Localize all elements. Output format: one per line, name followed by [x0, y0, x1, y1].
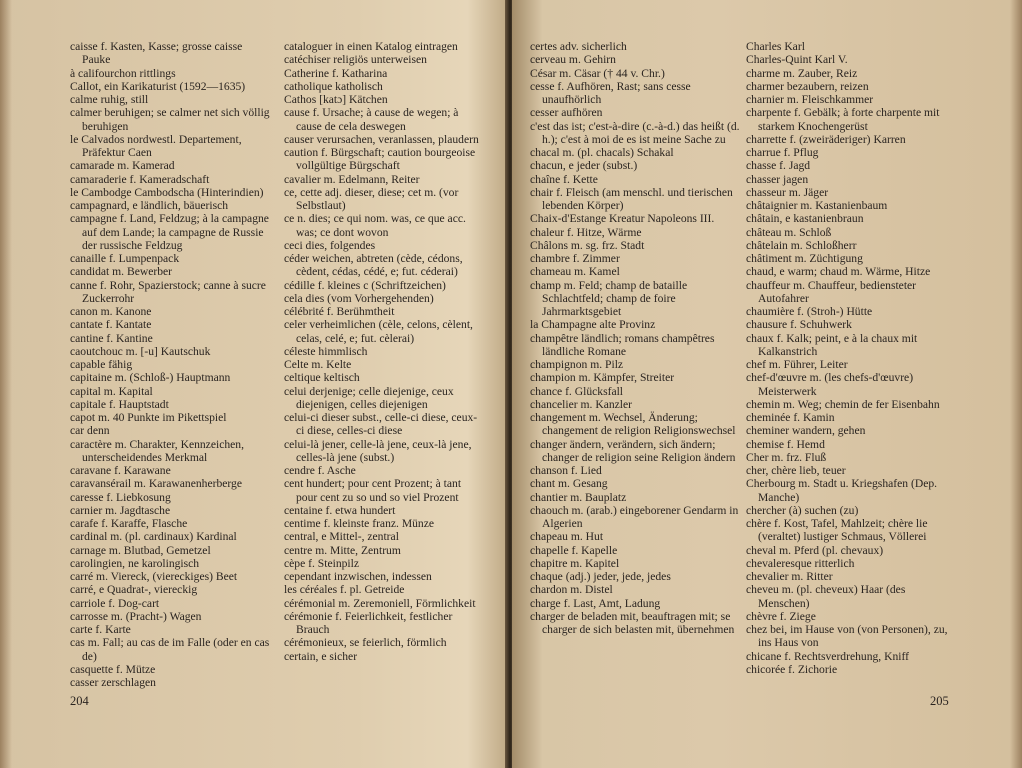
dictionary-entry: céder weichen, abtreten (cède, cédons, cèdent, cédas, cédé, e; fut. céderai)	[284, 252, 463, 279]
dictionary-entry: caisse f. Kasten, Kasse; grosse caisse Pauke	[70, 40, 243, 67]
dictionary-entry: charrette f. (zweiräderiger) Karren	[746, 132, 906, 146]
dictionary-entry: cheval m. Pferd (pl. chevaux)	[746, 543, 884, 557]
dictionary-entry: chapelle f. Kapelle	[530, 543, 618, 557]
dictionary-entry: cas m. Fall; au cas de im Falle (oder en cas de)	[70, 636, 270, 663]
right-page-column-2	[746, 40, 956, 676]
dictionary-entry: central, e Mittel-, zentral	[284, 530, 399, 544]
dictionary-entry: certes adv. sicherlich	[530, 40, 627, 53]
dictionary-entry: car denn	[70, 424, 110, 438]
dictionary-entry: chemin m. Weg; chemin de fer Eisenbahn	[746, 397, 940, 411]
dictionary-entry: carnage m. Blutbad, Gemetzel	[70, 543, 211, 557]
dictionary-entry: carré, e Quadrat-, viereckig	[70, 583, 198, 597]
dictionary-entry: carrosse m. (Pracht-) Wagen	[70, 609, 202, 623]
dictionary-entry: chicorée f. Zichorie	[746, 662, 838, 676]
dictionary-entry: chercher (à) suchen (zu)	[746, 503, 859, 517]
dictionary-entry: cent hundert; pour cent Prozent; à tant pour cent zu so und so viel Prozent	[284, 477, 462, 504]
left-page-column-1	[70, 40, 270, 689]
dictionary-entry: à califourchon rittlings	[70, 66, 176, 80]
dictionary-entry: cèpe f. Steinpilz	[284, 556, 360, 570]
dictionary-entry: chicane f. Rechtsverdrehung, Kniff	[746, 649, 910, 663]
dictionary-entry: chacal m. (pl. chacals) Schakal	[530, 146, 674, 159]
page-edge-shadow	[0, 0, 12, 768]
dictionary-entry: camarade m. Kamerad	[70, 159, 175, 173]
dictionary-entry: c'est das ist; c'est-à-dire (c.-à-d.) das heißt (d. h.); c'est à moi de es ist meine Sache zu	[530, 119, 740, 146]
dictionary-entry: caresse f. Liebkosung	[70, 490, 171, 504]
dictionary-entry: ce, cette adj. dieser, diese; cet m. (vor Selbstlaut)	[284, 185, 459, 212]
left-page-column-2	[284, 40, 480, 663]
dictionary-entry: ce n. dies; ce qui nom. was, ce que acc. was; ce dont wovon	[284, 212, 466, 239]
dictionary-entry: camaraderie f. Kameradschaft	[70, 172, 210, 186]
dictionary-entry: capitaine m. (Schloß-) Hauptmann	[70, 371, 231, 385]
dictionary-entry: cher, chère lieb, teuer	[746, 464, 846, 477]
dictionary-entry: casquette f. Mütze	[70, 662, 156, 676]
dictionary-entry: cheminer wandern, gehen	[746, 424, 866, 438]
dictionary-entry: Chaix-d'Estange Kreatur Napoleons III.	[530, 212, 715, 226]
dictionary-entry: cantine f. Kantine	[70, 331, 153, 345]
dictionary-entry: Cathos [katɔ] Kätchen	[284, 93, 388, 106]
right-page-column-1	[530, 40, 742, 636]
dictionary-entry: Châlons m. sg. frz. Stadt	[530, 238, 645, 252]
dictionary-entry: chère f. Kost, Tafel, Mahlzeit; chère lie (veraltet) lustiger Schmaus, Völlerei	[746, 517, 928, 544]
dictionary-entry: caravane f. Karawane	[70, 464, 171, 477]
dictionary-entry: champignon m. Pilz	[530, 358, 624, 371]
dictionary-entry: les céréales f. pl. Getreide	[284, 583, 405, 597]
dictionary-entry: chez bei, im Hause von (von Personen), zu, ins Haus von	[746, 623, 948, 650]
dictionary-entry: canon m. Kanone	[70, 305, 152, 318]
dictionary-entry: chameau m. Kamel	[530, 265, 620, 279]
dictionary-entry: carnier m. Jagdtasche	[70, 503, 171, 517]
dictionary-entry: chapitre m. Kapitel	[530, 556, 620, 570]
dictionary-entry: chauffeur m. Chauffeur, bediensteter Autofahrer	[746, 278, 917, 305]
dictionary-entry: catéchiser religiös unterweisen	[284, 53, 427, 67]
dictionary-entry: champion m. Kämpfer, Streiter	[530, 371, 675, 385]
dictionary-entry: cérémonial m. Zeremoniell, Förmlichkeit	[284, 596, 476, 610]
dictionary-entry: cardinal m. (pl. cardinaux) Kardinal	[70, 530, 237, 544]
dictionary-entry: carolingien, ne karolingisch	[70, 556, 200, 570]
page-edge-shadow	[1010, 0, 1022, 768]
dictionary-entry: canaille f. Lumpenpack	[70, 252, 180, 265]
dictionary-entry: charnier m. Fleischkammer	[746, 93, 874, 106]
dictionary-entry: cérémonie f. Feierlichkeit, festlicher Brauch	[284, 609, 453, 636]
dictionary-entry: chaîne f. Kette	[530, 172, 598, 186]
dictionary-entry: charmer bezaubern, reizen	[746, 79, 869, 93]
dictionary-entry: centime f. kleinste franz. Münze	[284, 517, 435, 530]
dictionary-entry: capot m. 40 Punkte im Pikettspiel	[70, 411, 227, 424]
dictionary-entry: chef m. Führer, Leiter	[746, 358, 848, 371]
dictionary-entry: cerveau m. Gehirn	[530, 53, 616, 67]
dictionary-entry: chambre f. Zimmer	[530, 252, 620, 265]
dictionary-entry: chef-d'œuvre m. (les chefs-d'œuvre) Meisterwerk	[746, 371, 914, 398]
dictionary-entry: canne f. Rohr, Spazierstock; canne à sucre Zuckerrohr	[70, 278, 266, 305]
dictionary-entry: cause f. Ursache; à cause de wegen; à cause de cela deswegen	[284, 106, 459, 133]
dictionary-entry: chardon m. Distel	[530, 583, 613, 597]
dictionary-entry: cesse f. Aufhören, Rast; sans cesse unaufhörlich	[530, 79, 691, 106]
dictionary-entry: chevaleresque ritterlich	[746, 556, 855, 570]
dictionary-entry: calme ruhig, still	[70, 93, 149, 106]
dictionary-entry: celer verheimlichen (cèle, celons, cèlent, celas, celé, e; fut. cèlerai)	[284, 318, 473, 345]
dictionary-entry: la Champagne alte Provinz	[530, 318, 656, 332]
dictionary-entry: Cher m. frz. Fluß	[746, 450, 827, 464]
dictionary-entry: cheminée f. Kamin	[746, 411, 835, 424]
dictionary-entry: chausure f. Schuhwerk	[746, 318, 852, 332]
dictionary-entry: caractère m. Charakter, Kennzeichen, unterscheidendes Merkmal	[70, 437, 244, 464]
dictionary-entry: chancelier m. Kanzler	[530, 397, 633, 411]
dictionary-entry: le Calvados nordwestl. Departement, Präfektur Caen	[70, 132, 242, 159]
dictionary-entry: Celte m. Kelte	[284, 358, 352, 371]
dictionary-entry: cérémonieux, se feierlich, förmlich	[284, 636, 447, 650]
dictionary-entry: celtique keltisch	[284, 371, 360, 385]
dictionary-entry: Charles Karl	[746, 40, 805, 53]
dictionary-entry: chèvre f. Ziege	[746, 609, 816, 623]
left-page-number: 204	[70, 694, 89, 708]
dictionary-entry: campagne f. Land, Feldzug; à la campagne auf dem Lande; la campagne de Russie der russische Feldzug	[70, 212, 269, 252]
dictionary-entry: certain, e sicher	[284, 649, 358, 663]
dictionary-entry: chanson f. Lied	[530, 464, 602, 477]
dictionary-entry: champ m. Feld; champ de bataille Schlachtfeld; champ de foire Jahrmarktsgebiet	[530, 278, 688, 318]
dictionary-entry: capable fähig	[70, 358, 133, 371]
dictionary-entry: charme m. Zauber, Reiz	[746, 66, 858, 80]
dictionary-entry: chant m. Gesang	[530, 477, 608, 491]
dictionary-entry: changement m. Wechsel, Änderung; changement de religion Religionswechsel	[530, 411, 736, 438]
dictionary-entry: chaud, e warm; chaud m. Wärme, Hitze	[746, 265, 931, 279]
dictionary-entry: champêtre ländlich; romans champêtres ländliche Romane	[530, 331, 715, 358]
dictionary-entry: Callot, ein Karikaturist (1592—1635)	[70, 79, 246, 93]
dictionary-entry: caution f. Bürgschaft; caution bourgeoise vollgültige Bürgschaft	[284, 146, 476, 173]
dictionary-entry: chaouch m. (arab.) eingeborener Gendarm in Algerien	[530, 503, 739, 530]
dictionary-entry: cesser aufhören	[530, 106, 603, 120]
dictionary-entry: châtain, e kastanienbraun	[746, 212, 864, 226]
dictionary-entry: ceci dies, folgendes	[284, 238, 376, 252]
dictionary-entry: châtelain m. Schloßherr	[746, 238, 857, 252]
dictionary-entry: chaleur f. Hitze, Wärme	[530, 225, 642, 239]
dictionary-entry: chapeau m. Hut	[530, 530, 604, 544]
dictionary-entry: charge f. Last, Amt, Ladung	[530, 596, 661, 610]
dictionary-entry: chasse f. Jagd	[746, 159, 811, 173]
dictionary-entry: chemise f. Hemd	[746, 437, 825, 451]
dictionary-entry: candidat m. Bewerber	[70, 265, 173, 279]
dictionary-entry: centre m. Mitte, Zentrum	[284, 543, 401, 557]
dictionary-entry: charrue f. Pflug	[746, 146, 819, 159]
dictionary-entry: calmer beruhigen; se calmer net sich völlig beruhigen	[70, 106, 270, 133]
dictionary-entry: Charles-Quint Karl V.	[746, 53, 848, 67]
dictionary-entry: châtaignier m. Kastanienbaum	[746, 199, 888, 212]
dictionary-entry: capital m. Kapital	[70, 384, 153, 398]
dictionary-entry: chance f. Glücksfall	[530, 384, 624, 398]
dictionary-entry: charger de beladen mit, beauftragen mit; se charger de sich belasten mit, übernehmen	[530, 609, 735, 636]
dictionary-entry: César m. Cäsar († 44 v. Chr.)	[530, 66, 665, 80]
dictionary-entry: cendre f. Asche	[284, 464, 356, 477]
dictionary-entry: celui-ci dieser subst., celle-ci diese, ceux-ci diese, celles-ci diese	[284, 411, 478, 438]
dictionary-entry: cataloguer in einen Katalog eintragen	[284, 40, 458, 53]
dictionary-entry: cédille f. kleines c (Schriftzeichen)	[284, 278, 446, 292]
dictionary-entry: chasser jagen	[746, 172, 809, 186]
dictionary-entry: carriole f. Dog-cart	[70, 596, 160, 610]
dictionary-entry: carafe f. Karaffe, Flasche	[70, 517, 188, 530]
dictionary-entry: capitale f. Hauptstadt	[70, 397, 169, 411]
dictionary-entry: chaux f. Kalk; peint, e à la chaux mit Kalkanstrich	[746, 331, 918, 358]
dictionary-entry: caravansérail m. Karawanenherberge	[70, 477, 242, 491]
dictionary-entry: célébrité f. Berühmtheit	[284, 305, 395, 318]
dictionary-entry: cela dies (vom Vorhergehenden)	[284, 291, 434, 305]
dictionary-entry: céleste himmlisch	[284, 344, 368, 358]
dictionary-entry: château m. Schloß	[746, 225, 832, 239]
dictionary-entry: Catherine f. Katharina	[284, 66, 388, 80]
dictionary-entry: cavalier m. Edelmann, Reiter	[284, 172, 420, 186]
dictionary-entry: changer ändern, verändern, sich ändern; changer de religion seine Religion ändern	[530, 437, 736, 464]
dictionary-entry: centaine f. etwa hundert	[284, 503, 396, 517]
dictionary-entry: celui derjenige; celle diejenige, ceux diejenigen, celles diejenigen	[284, 384, 454, 411]
dictionary-entry: le Cambodge Cambodscha (Hinterindien)	[70, 185, 264, 199]
dictionary-entry: catholique katholisch	[284, 79, 383, 93]
dictionary-entry: chasseur m. Jäger	[746, 185, 829, 199]
dictionary-entry: casser zerschlagen	[70, 676, 156, 689]
dictionary-entry: chacun, e jeder (subst.)	[530, 159, 638, 173]
dictionary-entry: carte f. Karte	[70, 623, 131, 636]
dictionary-entry: Cherbourg m. Stadt u. Kriegshafen (Dep. Manche)	[746, 477, 938, 504]
dictionary-entry: causer verursachen, veranlassen, plaudern	[284, 132, 479, 146]
dictionary-entry: cependant inzwischen, indessen	[284, 570, 432, 583]
dictionary-entry: chevalier m. Ritter	[746, 570, 833, 583]
dictionary-entry: chaumière f. (Stroh-) Hütte	[746, 305, 873, 318]
dictionary-entry: chaque (adj.) jeder, jede, jedes	[530, 570, 671, 583]
dictionary-entry: châtiment m. Züchtigung	[746, 252, 863, 265]
dictionary-entry: cantate f. Kantate	[70, 318, 152, 332]
right-page	[512, 0, 1022, 768]
right-page-number: 205	[930, 694, 949, 708]
dictionary-entry: chair f. Fleisch (am menschl. und tierischen lebenden Körper)	[530, 185, 733, 212]
dictionary-entry: chantier m. Bauplatz	[530, 490, 627, 504]
dictionary-entry: celui-là jener, celle-là jene, ceux-là jene, celles-là jene (subst.)	[284, 437, 472, 464]
left-page	[0, 0, 508, 768]
dictionary-entry: carré m. Viereck, (viereckiges) Beet	[70, 570, 238, 583]
dictionary-entry: campagnard, e ländlich, bäuerisch	[70, 199, 229, 212]
dictionary-entry: charpente f. Gebälk; à forte charpente mit starkem Knochengerüst	[746, 106, 940, 133]
dictionary-entry: cheveu m. (pl. cheveux) Haar (des Menschen)	[746, 583, 906, 610]
dictionary-entry: caoutchouc m. [-u] Kautschuk	[70, 344, 211, 358]
